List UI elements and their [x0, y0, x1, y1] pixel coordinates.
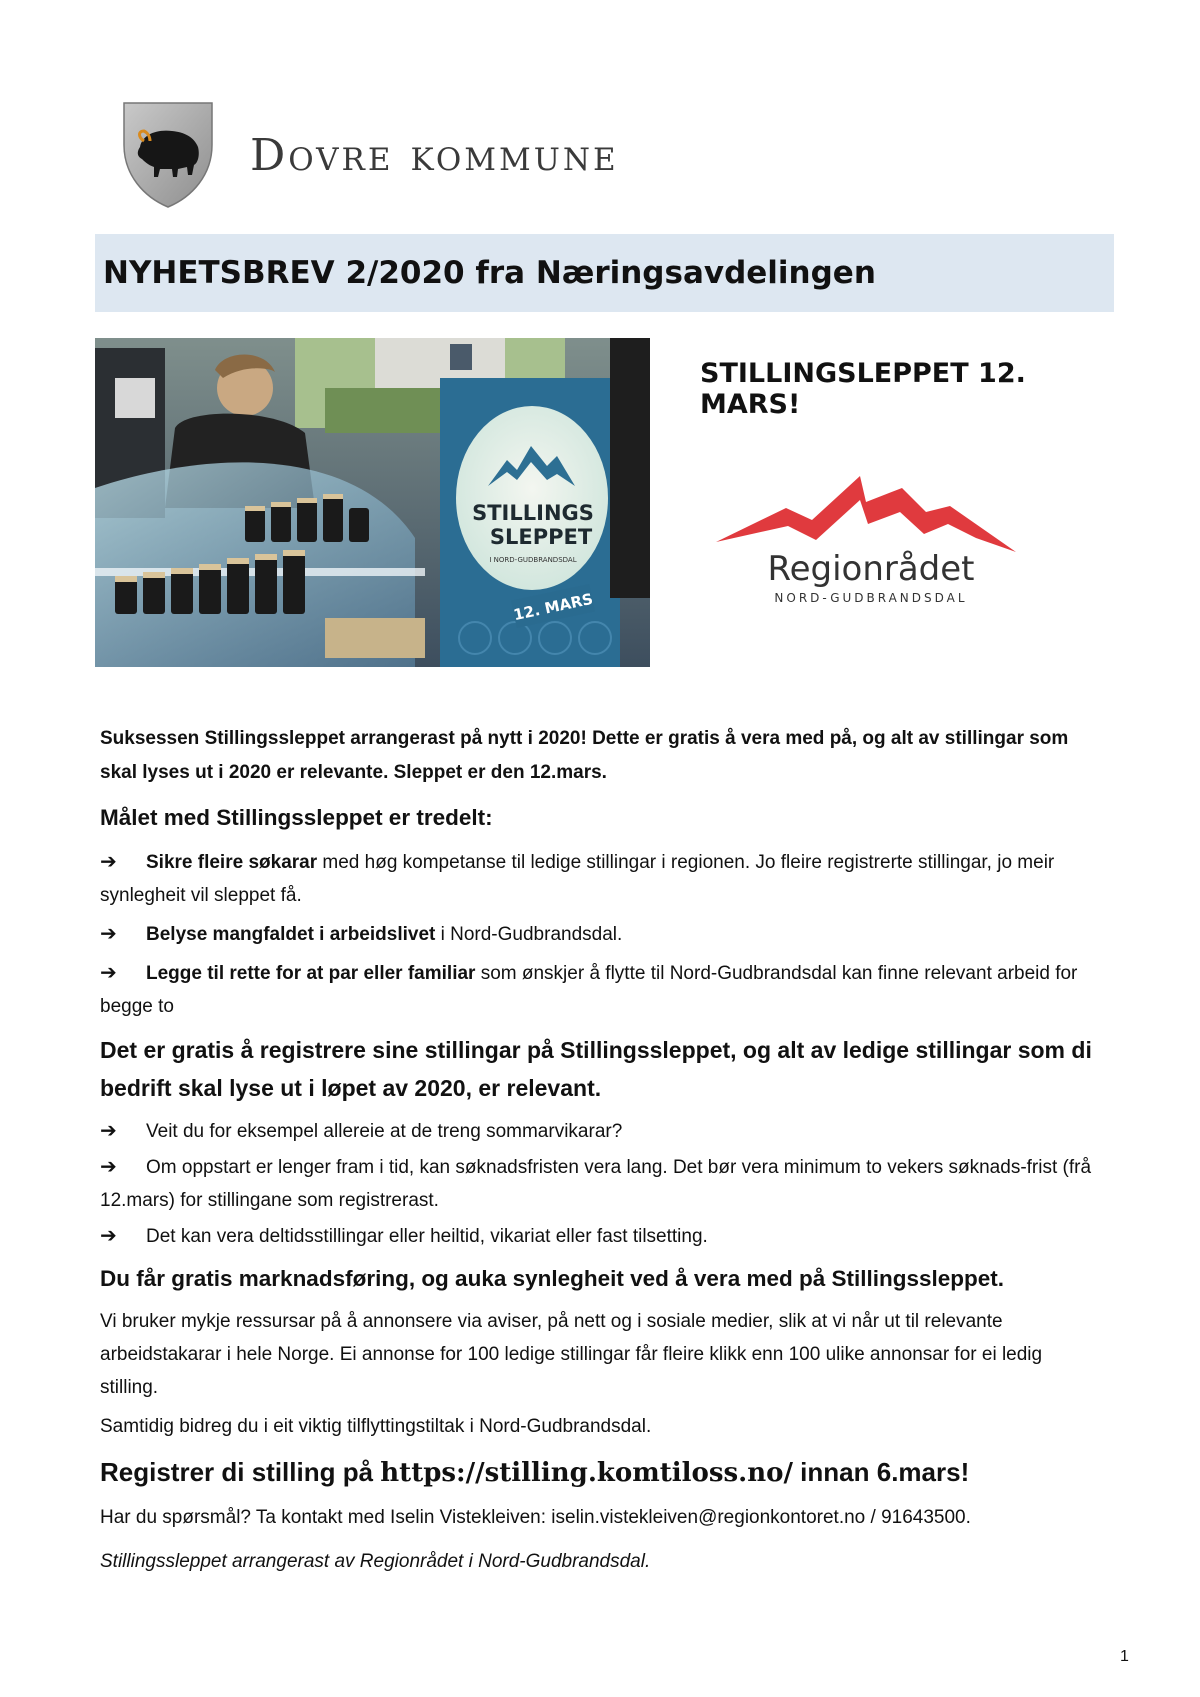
- relocation-paragraph: Samtidig bidreg du i eit viktig tilflyttingstiltak i Nord-Gudbrandsdal.: [100, 1416, 652, 1437]
- poster-subtitle: I NORD-GUDBRANDSDAL: [489, 556, 577, 564]
- region-council-name: Regionrådet: [767, 549, 975, 589]
- free-point: ➔ Om oppstart er lenger fram i tid, kan søknadsfristen vera lang. Det bør vera minimum to vekers søknads-frist (frå 12.mars) for stillingane som registrerast.: [100, 1151, 1100, 1217]
- page-number: 1: [1120, 1648, 1129, 1665]
- goal-item: ➔ Sikre fleire søkarar med høg kompetanse til ledige stillingar i regionen. Jo fleire registrerte stillingar, jo meir synlegheit vil sleppet få.: [100, 846, 1100, 912]
- register-heading: Registrer di stilling på https://stilling.komtiloss.no/ innan 6.mars!: [100, 1457, 970, 1488]
- arrow-right-icon: ➔: [100, 1225, 117, 1247]
- poster-title-line2: SLEPPET: [489, 525, 593, 549]
- title-band: [95, 234, 1114, 312]
- arrow-right-icon: ➔: [100, 962, 117, 984]
- municipality-name: Dovre kommune: [250, 129, 619, 181]
- goal-item: ➔ Belyse mangfaldet i arbeidslivet i Nord-Gudbrandsdal.: [100, 918, 1100, 951]
- arrow-right-icon: ➔: [100, 1120, 117, 1142]
- marketing-paragraph: Vi bruker mykje ressursar på å annonsere via aviser, på nett og i sosiale medier, slik at vi når ut til relevante arbeidstakarar i hele Norge. Ei annonse for 100 ledige stillingar får fleire klikk enn 100 ulike annonsar for ei ledig stilling.: [100, 1311, 1043, 1398]
- intro-paragraph: Suksessen Stillingssleppet arrangerast på nytt i 2020! Dette er gratis å vera med på, og alt av stillingar som skal lyses ut i 2020 er relevante. Sleppet er den 12.mars.: [100, 728, 1069, 783]
- page-title: NYHETSBREV 2/2020 fra Næringsavdelingen: [103, 255, 876, 291]
- mountain-icon: [716, 476, 1016, 552]
- free-point: ➔ Det kan vera deltidsstillingar eller heiltid, vikariat eller fast tilsetting.: [100, 1220, 1100, 1253]
- marketing-heading: Du får gratis marknadsføring, og auka synlegheit ved å vera med på Stillingssleppet.: [100, 1266, 1005, 1291]
- contact-line: Har du spørsmål? Ta kontakt med Iselin Vistekleiven: iselin.vistekleiven@regionkontoret.no / 91643500.: [100, 1507, 971, 1528]
- region-council-sub: NORD-GUDBRANDSDAL: [774, 591, 968, 605]
- arrow-right-icon: ➔: [100, 851, 117, 873]
- free-heading: Det er gratis å registrere sine stillingar på Stillingssleppet, og alt av ledige stillingar som di bedrift skal lyse ut i løpet av 2020, er relevant.: [100, 1037, 1092, 1101]
- event-photo: [95, 338, 650, 667]
- coat-of-arms-icon: [122, 101, 214, 209]
- arrow-right-icon: ➔: [100, 923, 117, 945]
- poster-date: 12. MARS: [511, 589, 595, 625]
- goal-heading: Målet med Stillingssleppet er tredelt:: [100, 805, 493, 830]
- poster-title-line1: STILLINGS: [472, 501, 594, 525]
- free-point: ➔ Veit du for eksempel allereie at de treng sommarvikarar?: [100, 1115, 1100, 1148]
- register-link[interactable]: https://stilling.komtiloss.no/: [380, 1458, 793, 1488]
- arrow-right-icon: ➔: [100, 1156, 117, 1178]
- footer-note: Stillingssleppet arrangerast av Regionrådet i Nord-Gudbrandsdal.: [100, 1551, 651, 1572]
- municipality-logo: [122, 100, 619, 210]
- goal-item: ➔ Legge til rette for at par eller familiar som ønskjer å flytte til Nord-Gudbrandsdal kan finne relevant arbeid for begge to: [100, 957, 1100, 1023]
- article-body: [100, 722, 1100, 1579]
- event-heading: STILLINGSLEPPET 12. MARS!: [700, 358, 1026, 420]
- region-council-logo: [716, 460, 1026, 610]
